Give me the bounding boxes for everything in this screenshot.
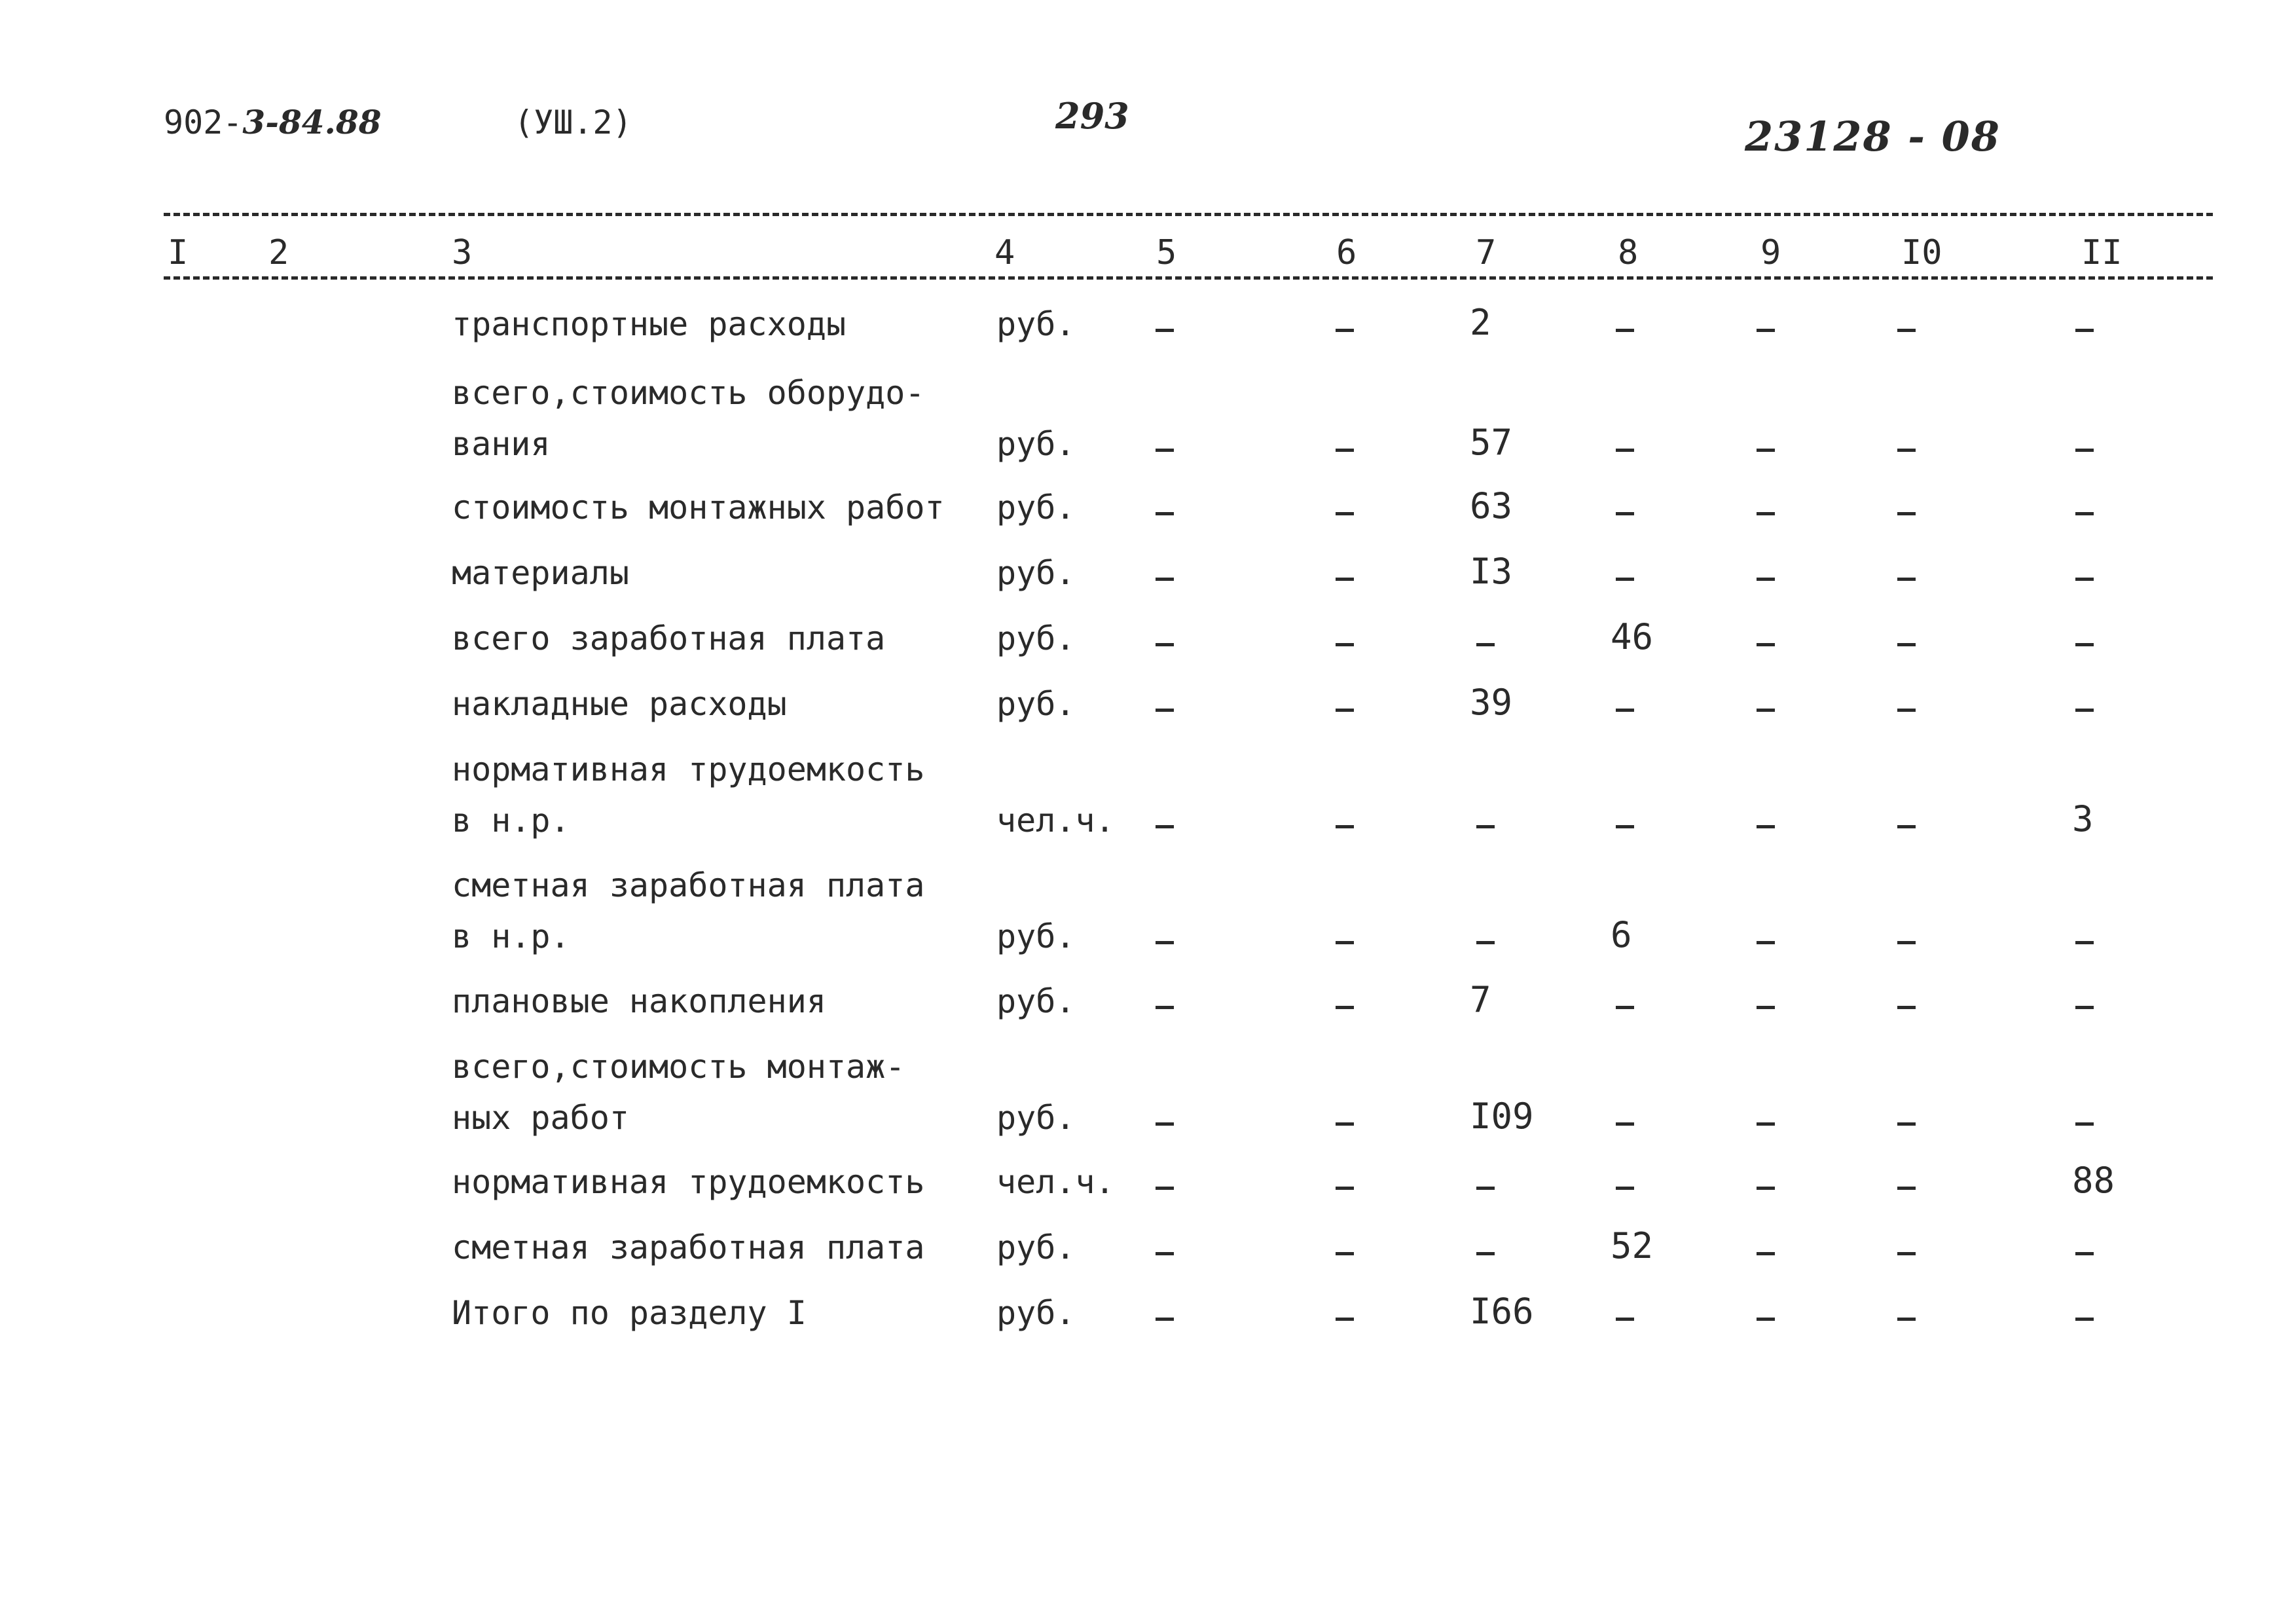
- empty-cell-dash: [1616, 1122, 1634, 1126]
- value-c7: 63: [1470, 485, 1513, 526]
- row-label: ных работ: [452, 1099, 629, 1137]
- row-unit: чел.ч.: [996, 1163, 1115, 1201]
- row-label: вания: [452, 425, 551, 463]
- empty-cell-dash: [1336, 1318, 1354, 1321]
- column-number-5: 5: [1154, 236, 1179, 270]
- row-unit: чел.ч.: [996, 802, 1115, 840]
- value-c7: 2: [1470, 302, 1491, 343]
- row-label: транспортные расходы: [452, 305, 847, 343]
- value-c11: 3: [2072, 798, 2094, 840]
- value-c8: 52: [1611, 1225, 1654, 1266]
- empty-cell-dash: [1156, 1252, 1174, 1255]
- empty-cell-dash: [1897, 1122, 1916, 1126]
- empty-cell-dash: [1897, 449, 1916, 452]
- empty-cell-dash: [1156, 643, 1174, 646]
- row-unit: руб.: [996, 425, 1076, 463]
- empty-cell-dash: [1336, 449, 1354, 452]
- empty-cell-dash: [1156, 329, 1174, 332]
- row-label: нормативная трудоемкость: [452, 1163, 925, 1201]
- page-number: 293: [1055, 95, 1129, 137]
- empty-cell-dash: [1616, 578, 1634, 581]
- empty-cell-dash: [1757, 825, 1775, 828]
- row-label: материалы: [452, 554, 629, 592]
- empty-cell-dash: [2075, 643, 2094, 646]
- row-unit: руб.: [996, 1099, 1076, 1137]
- empty-cell-dash: [1476, 1187, 1495, 1190]
- empty-cell-dash: [2075, 512, 2094, 515]
- row-label: всего,стоимость монтаж-: [452, 1048, 905, 1086]
- header-rule-bottom: [164, 276, 2213, 280]
- column-number-1: I: [165, 236, 191, 270]
- empty-cell-dash: [1616, 329, 1634, 332]
- empty-cell-dash: [1757, 1187, 1775, 1190]
- column-number-6: 6: [1334, 236, 1359, 270]
- value-c7: I66: [1470, 1291, 1534, 1332]
- empty-cell-dash: [1897, 941, 1916, 944]
- empty-cell-dash: [1897, 512, 1916, 515]
- empty-cell-dash: [1897, 643, 1916, 646]
- value-c11: 88: [2072, 1160, 2115, 1201]
- empty-cell-dash: [2075, 709, 2094, 712]
- empty-cell-dash: [2075, 1318, 2094, 1321]
- empty-cell-dash: [1757, 578, 1775, 581]
- empty-cell-dash: [2075, 1252, 2094, 1255]
- empty-cell-dash: [1616, 825, 1634, 828]
- empty-cell-dash: [1156, 1006, 1174, 1009]
- empty-cell-dash: [1897, 709, 1916, 712]
- column-number-7: 7: [1473, 236, 1499, 270]
- row-unit: руб.: [996, 619, 1076, 657]
- row-label: стоимость монтажных работ: [452, 489, 945, 526]
- empty-cell-dash: [1757, 941, 1775, 944]
- column-number-4: 4: [992, 236, 1017, 270]
- row-label: всего,стоимость оборудо-: [452, 374, 925, 412]
- empty-cell-dash: [1897, 578, 1916, 581]
- empty-cell-dash: [1757, 1252, 1775, 1255]
- empty-cell-dash: [1757, 1122, 1775, 1126]
- header-rule-top: [164, 213, 2213, 216]
- empty-cell-dash: [1336, 512, 1354, 515]
- empty-cell-dash: [1156, 825, 1174, 828]
- empty-cell-dash: [1156, 578, 1174, 581]
- empty-cell-dash: [1336, 1006, 1354, 1009]
- value-c7: 57: [1470, 422, 1513, 463]
- empty-cell-dash: [2075, 329, 2094, 332]
- empty-cell-dash: [1336, 941, 1354, 944]
- empty-cell-dash: [1156, 1122, 1174, 1126]
- document-number: [164, 103, 382, 141]
- row-unit: руб.: [996, 1228, 1076, 1266]
- row-label: в н.р.: [452, 917, 570, 955]
- empty-cell-dash: [1156, 449, 1174, 452]
- row-label: в н.р.: [452, 802, 570, 840]
- empty-cell-dash: [1156, 941, 1174, 944]
- row-label: сметная заработная плата: [452, 1228, 925, 1266]
- row-unit: руб.: [996, 554, 1076, 592]
- empty-cell-dash: [1616, 449, 1634, 452]
- row-label: нормативная трудоемкость: [452, 750, 925, 788]
- row-unit: руб.: [996, 685, 1076, 723]
- empty-cell-dash: [1757, 512, 1775, 515]
- value-c8: 46: [1611, 616, 1654, 657]
- column-number-2: 2: [266, 236, 291, 270]
- value-c8: 6: [1611, 914, 1632, 955]
- empty-cell-dash: [2075, 1006, 2094, 1009]
- document-number-typed: 902-: [164, 103, 243, 141]
- value-c7: 39: [1470, 682, 1513, 723]
- empty-cell-dash: [1897, 329, 1916, 332]
- empty-cell-dash: [1757, 1318, 1775, 1321]
- empty-cell-dash: [2075, 941, 2094, 944]
- value-c7: 7: [1470, 979, 1491, 1020]
- empty-cell-dash: [1897, 1318, 1916, 1321]
- empty-cell-dash: [1336, 1122, 1354, 1126]
- column-number-3: 3: [449, 236, 475, 270]
- empty-cell-dash: [1336, 1252, 1354, 1255]
- row-unit: руб.: [996, 982, 1076, 1020]
- empty-cell-dash: [1757, 1006, 1775, 1009]
- column-number-11: II: [2079, 236, 2125, 270]
- empty-cell-dash: [1156, 1187, 1174, 1190]
- value-c7: I3: [1470, 551, 1513, 592]
- empty-cell-dash: [1476, 941, 1495, 944]
- empty-cell-dash: [1897, 1252, 1916, 1255]
- row-unit: руб.: [996, 489, 1076, 526]
- empty-cell-dash: [1616, 709, 1634, 712]
- row-unit: руб.: [996, 1294, 1076, 1332]
- empty-cell-dash: [1156, 512, 1174, 515]
- empty-cell-dash: [1757, 643, 1775, 646]
- empty-cell-dash: [1616, 1187, 1634, 1190]
- empty-cell-dash: [2075, 449, 2094, 452]
- empty-cell-dash: [1336, 709, 1354, 712]
- archive-code: 23128 - 08: [1745, 113, 2001, 160]
- row-unit: руб.: [996, 917, 1076, 955]
- row-label: накладные расходы: [452, 685, 787, 723]
- empty-cell-dash: [1757, 449, 1775, 452]
- row-label: всего заработная плата: [452, 619, 886, 657]
- empty-cell-dash: [2075, 578, 2094, 581]
- empty-cell-dash: [1897, 1187, 1916, 1190]
- empty-cell-dash: [1757, 709, 1775, 712]
- empty-cell-dash: [1156, 709, 1174, 712]
- column-number-9: 9: [1758, 236, 1783, 270]
- document-number-handwritten: 3-84.88: [242, 103, 382, 141]
- empty-cell-dash: [1616, 1006, 1634, 1009]
- empty-cell-dash: [1476, 825, 1495, 828]
- empty-cell-dash: [1757, 329, 1775, 332]
- empty-cell-dash: [2075, 1122, 2094, 1126]
- empty-cell-dash: [1897, 825, 1916, 828]
- empty-cell-dash: [1336, 825, 1354, 828]
- empty-cell-dash: [1616, 1318, 1634, 1321]
- column-number-10: I0: [1899, 236, 1945, 270]
- empty-cell-dash: [1336, 578, 1354, 581]
- row-label: Итого по разделу I: [452, 1294, 807, 1332]
- empty-cell-dash: [1476, 643, 1495, 646]
- empty-cell-dash: [1897, 1006, 1916, 1009]
- empty-cell-dash: [1336, 643, 1354, 646]
- empty-cell-dash: [1336, 329, 1354, 332]
- row-label: сметная заработная плата: [452, 866, 925, 904]
- empty-cell-dash: [1476, 1252, 1495, 1255]
- column-number-8: 8: [1615, 236, 1641, 270]
- empty-cell-dash: [1156, 1318, 1174, 1321]
- empty-cell-dash: [1616, 512, 1634, 515]
- row-unit: руб.: [996, 305, 1076, 343]
- value-c7: I09: [1470, 1096, 1534, 1137]
- empty-cell-dash: [1336, 1187, 1354, 1190]
- row-label: плановые накопления: [452, 982, 826, 1020]
- section-label: (УШ.2): [514, 103, 632, 141]
